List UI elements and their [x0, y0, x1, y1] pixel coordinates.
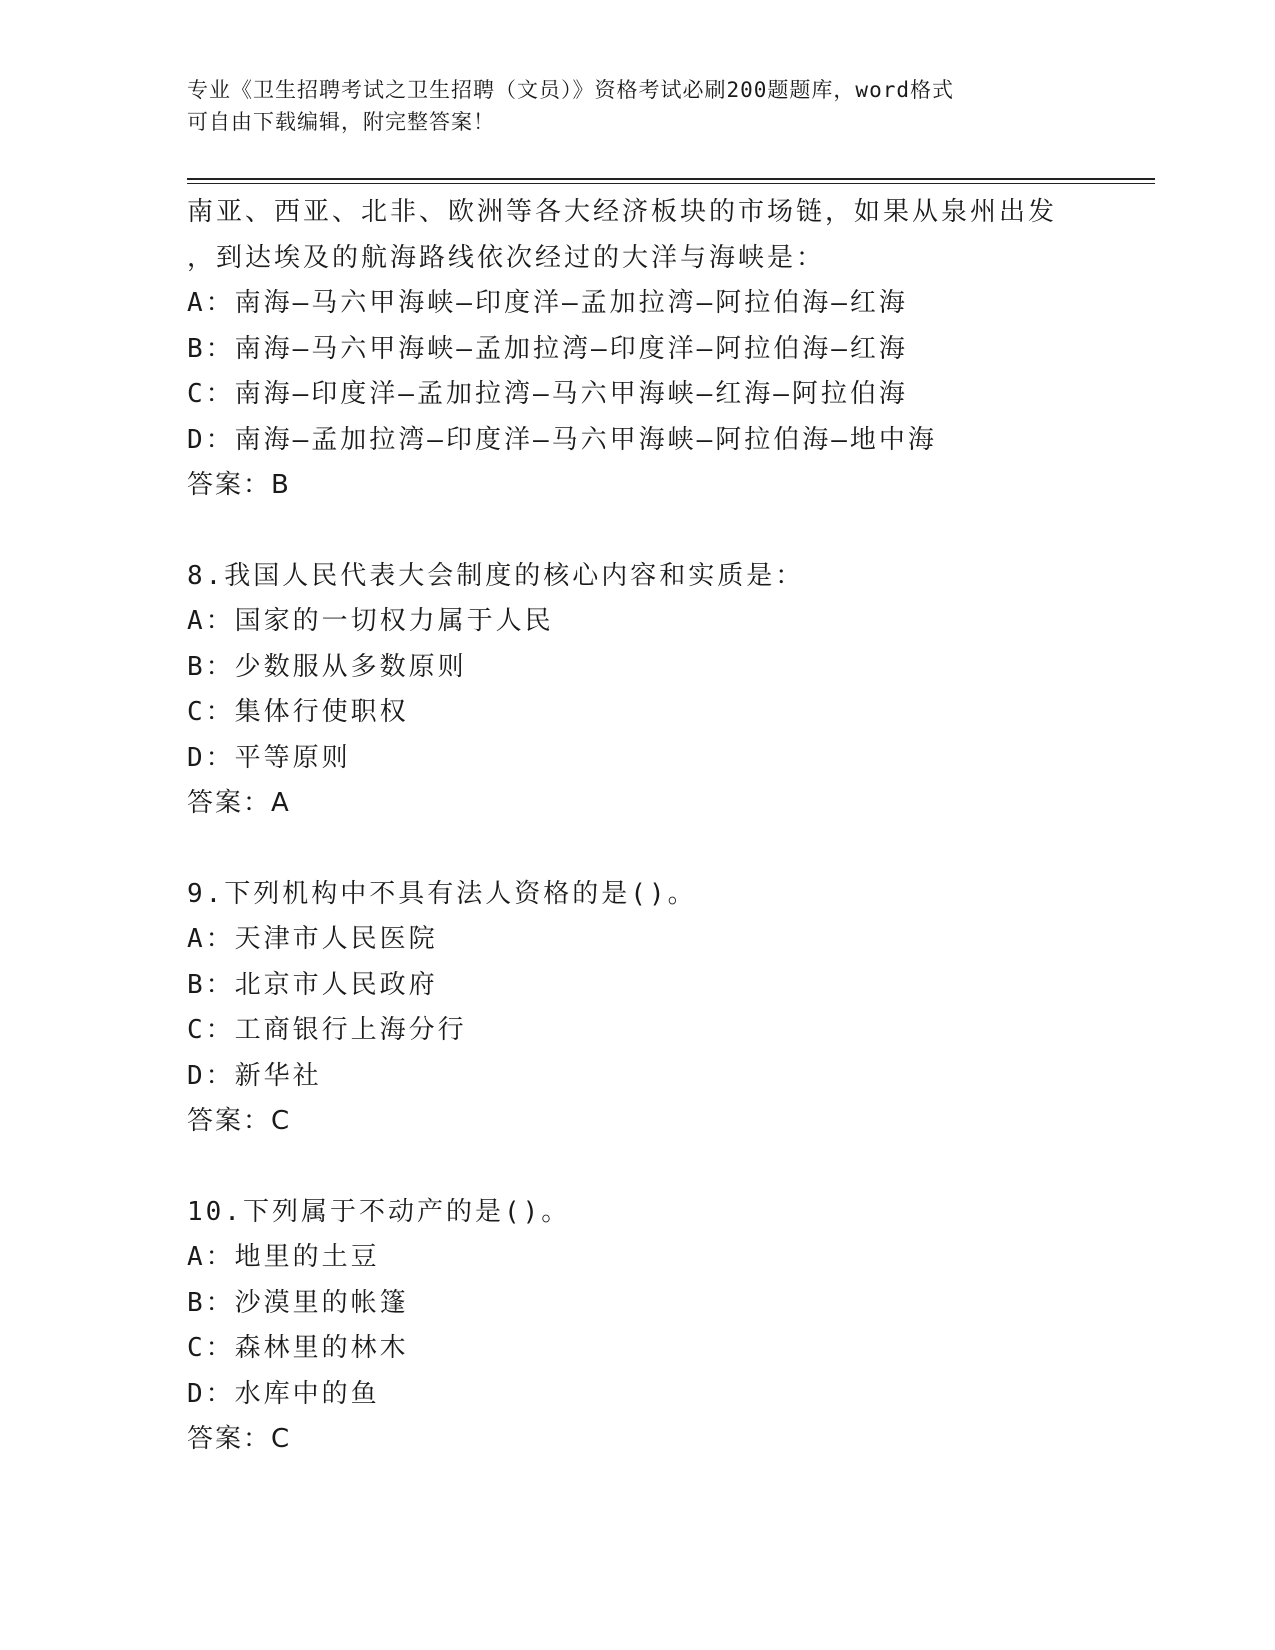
option-b: B：沙漠里的帐篷	[187, 1287, 409, 1318]
option-a: A：地里的土豆	[187, 1242, 380, 1272]
option-c: C：集体行使职权	[187, 697, 409, 727]
spacer	[187, 509, 1147, 554]
header-divider-thin	[187, 183, 1155, 184]
option-c: C：南海—印度洋—孟加拉湾—马六甲海峡—红海—阿拉伯海	[187, 379, 908, 409]
header-divider-thick	[187, 178, 1155, 180]
option-a: A：国家的一切权力属于人民	[187, 606, 554, 636]
question-stem-continued: ，到达埃及的航海路线依次经过的大洋与海峡是：	[187, 242, 826, 273]
spacer	[187, 827, 1147, 872]
question-7	[187, 190, 1147, 509]
option-c: C：森林里的林木	[187, 1333, 409, 1363]
question-8	[187, 554, 1147, 827]
option-a: A：天津市人民医院	[187, 924, 438, 954]
option-d: D：水库中的鱼	[187, 1378, 380, 1409]
option-c: C：工商银行上海分行	[187, 1015, 467, 1045]
answer: 答案：C	[187, 1424, 292, 1454]
header-line-1: 专业《卫生招聘考试之卫生招聘（文员）》资格考试必刷200题题库，word格式	[187, 78, 954, 102]
document-header	[187, 74, 1087, 138]
option-d: D：南海—孟加拉湾—印度洋—马六甲海峡—阿拉伯海—地中海	[187, 424, 937, 455]
answer: 答案：C	[187, 1106, 292, 1136]
option-d: D：平等原则	[187, 742, 351, 773]
answer: 答案：A	[187, 788, 291, 818]
question-10	[187, 1190, 1147, 1463]
question-list	[187, 190, 1147, 1463]
spacer	[187, 1145, 1147, 1190]
question-stem: 南亚、西亚、北非、欧洲等各大经济板块的市场链，如果从泉州出发	[187, 197, 1058, 227]
question-9	[187, 872, 1147, 1145]
option-b: B：少数服从多数原则	[187, 651, 467, 682]
option-a: A：南海—马六甲海峡—印度洋—孟加拉湾—阿拉伯海—红海	[187, 288, 908, 318]
header-line-2: 可自由下载编辑，附完整答案！	[187, 110, 495, 134]
answer: 答案：B	[187, 470, 291, 500]
option-d: D：新华社	[187, 1060, 322, 1091]
question-stem: 9.下列机构中不具有法人资格的是()。	[187, 878, 697, 909]
option-b: B：北京市人民政府	[187, 969, 438, 1000]
option-b: B：南海—马六甲海峡—孟加拉湾—印度洋—阿拉伯海—红海	[187, 333, 908, 364]
question-stem: 10.下列属于不动产的是()。	[187, 1196, 571, 1227]
question-stem: 8.我国人民代表大会制度的核心内容和实质是：	[187, 560, 805, 591]
